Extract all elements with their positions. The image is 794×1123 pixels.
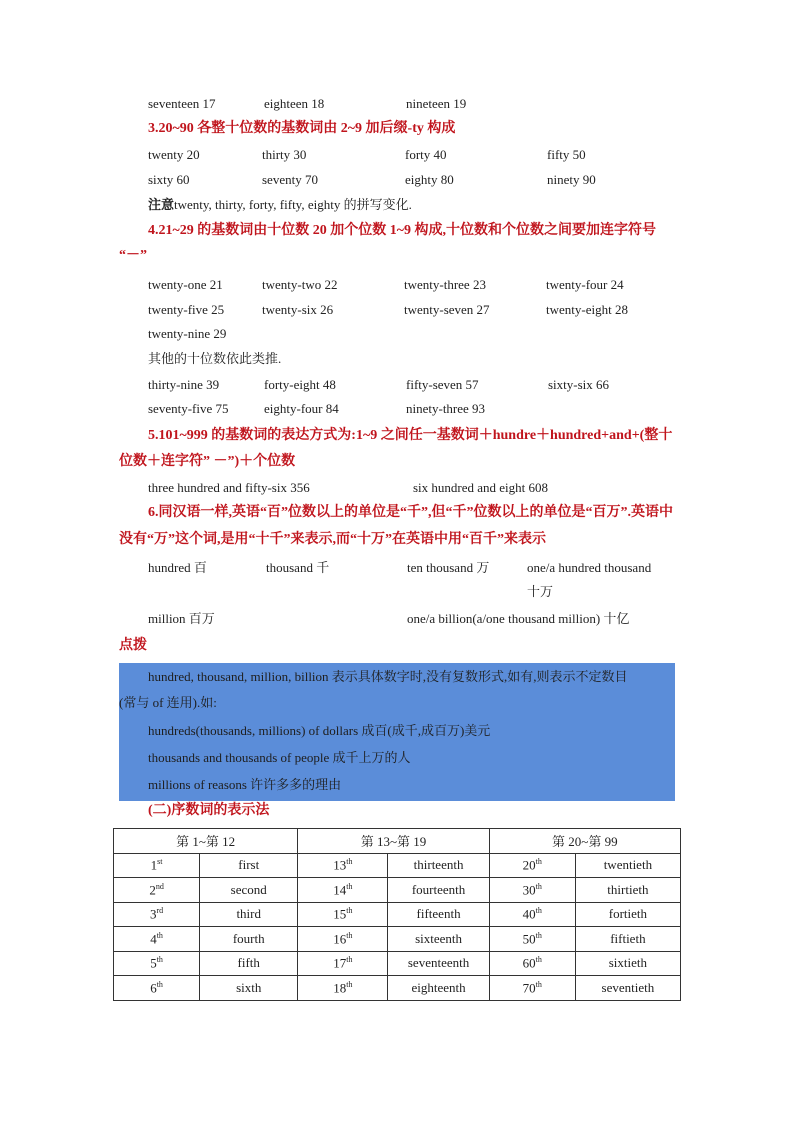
number-item: twenty-three 23 bbox=[404, 277, 486, 292]
tip-box bbox=[119, 663, 675, 801]
number-item: eighteen 18 bbox=[264, 96, 325, 111]
ordinal-word: thirtieth bbox=[575, 878, 680, 903]
ordinal-number: 50th bbox=[489, 927, 575, 952]
tip-line: millions of reasons 许许多多的理由 bbox=[148, 777, 342, 792]
number-item: twenty 20 bbox=[148, 147, 200, 162]
section-heading-5-line2: 位数＋连字符” －”)＋个位数 bbox=[119, 454, 296, 469]
number-item: thirty 30 bbox=[262, 147, 307, 162]
section-heading-5-line1: 5.101~999 的基数词的表达方式为:1~9 之间任一基数词＋hundre＋hundred+and+(整十 bbox=[148, 428, 673, 443]
ordinal-number: 17th bbox=[298, 951, 388, 976]
note-line bbox=[148, 196, 412, 214]
ordinal-word: second bbox=[200, 878, 298, 903]
table-header: 第 13~第 19 bbox=[298, 829, 489, 854]
table-header: 第 20~第 99 bbox=[489, 829, 680, 854]
ordinal-word: seventieth bbox=[575, 976, 680, 1001]
ordinal-heading: (二)序数词的表示法 bbox=[148, 803, 270, 818]
number-item: twenty-nine 29 bbox=[148, 326, 227, 341]
section-heading-6-line2: 没有“万”这个词,是用“十千”来表示,而“十万”在英语中用“百千”来表示 bbox=[119, 532, 546, 547]
number-item: seventy-five 75 bbox=[148, 401, 229, 416]
note-text: twenty, thirty, forty, fifty, eighty 的拼写变化. bbox=[174, 197, 412, 212]
tip-line: thousands and thousands of people 成千上万的人 bbox=[148, 750, 411, 765]
ordinal-number: 6th bbox=[114, 976, 200, 1001]
unit-item: 十万 bbox=[527, 584, 554, 599]
ordinal-number: 2nd bbox=[114, 878, 200, 903]
tip-line: hundreds(thousands, millions) of dollars 成百(成千,成百万)美元 bbox=[148, 723, 491, 738]
tip-line: hundred, thousand, million, billion 表示具体数字时,没有复数形式,如有,则表示不定数目 bbox=[148, 669, 628, 684]
ordinal-number: 13th bbox=[298, 853, 388, 878]
tip-label: 点拨 bbox=[119, 638, 147, 653]
table-header-row bbox=[114, 829, 681, 854]
ordinal-word: sixth bbox=[200, 976, 298, 1001]
number-item: thirty-nine 39 bbox=[148, 377, 220, 392]
unit-item: hundred 百 bbox=[148, 560, 207, 575]
number-item: seventeen 17 bbox=[148, 96, 216, 111]
analogy-text: 其他的十位数依此类推. bbox=[148, 351, 282, 366]
number-item: fifty 50 bbox=[547, 147, 586, 162]
ordinal-word: fifth bbox=[200, 951, 298, 976]
unit-item: ten thousand 万 bbox=[407, 560, 490, 575]
table-header: 第 1~第 12 bbox=[114, 829, 298, 854]
number-item: sixty-six 66 bbox=[548, 377, 610, 392]
table-row bbox=[114, 976, 681, 1001]
ordinal-word: seventeenth bbox=[388, 951, 489, 976]
ordinal-word: third bbox=[200, 902, 298, 927]
ordinal-word: sixtieth bbox=[575, 951, 680, 976]
ordinal-number: 3rd bbox=[114, 902, 200, 927]
number-item: ninety-three 93 bbox=[406, 401, 486, 416]
number-item: twenty-five 25 bbox=[148, 302, 225, 317]
ordinal-number: 16th bbox=[298, 927, 388, 952]
section-heading-3: 3.20~90 各整十位数的基数词由 2~9 加后缀-ty 构成 bbox=[148, 121, 456, 136]
number-item: twenty-six 26 bbox=[262, 302, 334, 317]
number-item: twenty-eight 28 bbox=[546, 302, 628, 317]
unit-item: million 百万 bbox=[148, 611, 215, 626]
number-item: sixty 60 bbox=[148, 172, 190, 187]
section-heading-6-line1: 6.同汉语一样,英语“百”位数以上的单位是“千”,但“千”位数以上的单位是“百万”.英语中 bbox=[148, 505, 673, 520]
number-item: twenty-four 24 bbox=[546, 277, 624, 292]
ordinal-word: first bbox=[200, 853, 298, 878]
number-item: seventy 70 bbox=[262, 172, 318, 187]
tip-line: (常与 of 连用).如: bbox=[119, 695, 217, 710]
ordinal-number: 60th bbox=[489, 951, 575, 976]
ordinal-word: fiftieth bbox=[575, 927, 680, 952]
section-heading-4-line1: 4.21~29 的基数词由十位数 20 加个位数 1~9 构成,十位数和个位数之间要加连字符号 bbox=[148, 223, 657, 238]
ordinal-number: 1st bbox=[114, 853, 200, 878]
ordinal-number: 70th bbox=[489, 976, 575, 1001]
section-heading-4-line2: “－” bbox=[119, 248, 147, 263]
number-item: forty-eight 48 bbox=[264, 377, 336, 392]
ordinal-word: fourth bbox=[200, 927, 298, 952]
ordinal-word: fortieth bbox=[575, 902, 680, 927]
number-item: eighty 80 bbox=[405, 172, 454, 187]
ordinal-word: fourteenth bbox=[388, 878, 489, 903]
table-row bbox=[114, 927, 681, 952]
table-row bbox=[114, 878, 681, 903]
unit-item: thousand 千 bbox=[266, 560, 330, 575]
ordinal-word: eighteenth bbox=[388, 976, 489, 1001]
table-row bbox=[114, 853, 681, 878]
number-item: three hundred and fifty-six 356 bbox=[148, 480, 310, 495]
ordinal-word: fifteenth bbox=[388, 902, 489, 927]
ordinal-table bbox=[113, 828, 681, 1001]
ordinal-number: 15th bbox=[298, 902, 388, 927]
ordinal-number: 5th bbox=[114, 951, 200, 976]
number-item: nineteen 19 bbox=[406, 96, 467, 111]
number-item: forty 40 bbox=[405, 147, 447, 162]
ordinal-number: 18th bbox=[298, 976, 388, 1001]
ordinal-number: 4th bbox=[114, 927, 200, 952]
table-row bbox=[114, 902, 681, 927]
ordinal-word: sixteenth bbox=[388, 927, 489, 952]
number-item: ninety 90 bbox=[547, 172, 596, 187]
ordinal-word: thirteenth bbox=[388, 853, 489, 878]
ordinal-word: twentieth bbox=[575, 853, 680, 878]
number-item: fifty-seven 57 bbox=[406, 377, 479, 392]
unit-item: one/a billion(a/one thousand million) 十亿 bbox=[407, 611, 630, 626]
number-item: twenty-seven 27 bbox=[404, 302, 490, 317]
note-label: 注意 bbox=[148, 197, 175, 212]
number-item: six hundred and eight 608 bbox=[413, 480, 549, 495]
number-item: twenty-one 21 bbox=[148, 277, 223, 292]
ordinal-number: 30th bbox=[489, 878, 575, 903]
table-row bbox=[114, 951, 681, 976]
ordinal-number: 20th bbox=[489, 853, 575, 878]
ordinal-number: 14th bbox=[298, 878, 388, 903]
number-item: eighty-four 84 bbox=[264, 401, 339, 416]
number-item: twenty-two 22 bbox=[262, 277, 338, 292]
ordinal-number: 40th bbox=[489, 902, 575, 927]
unit-item: one/a hundred thousand bbox=[527, 560, 652, 575]
